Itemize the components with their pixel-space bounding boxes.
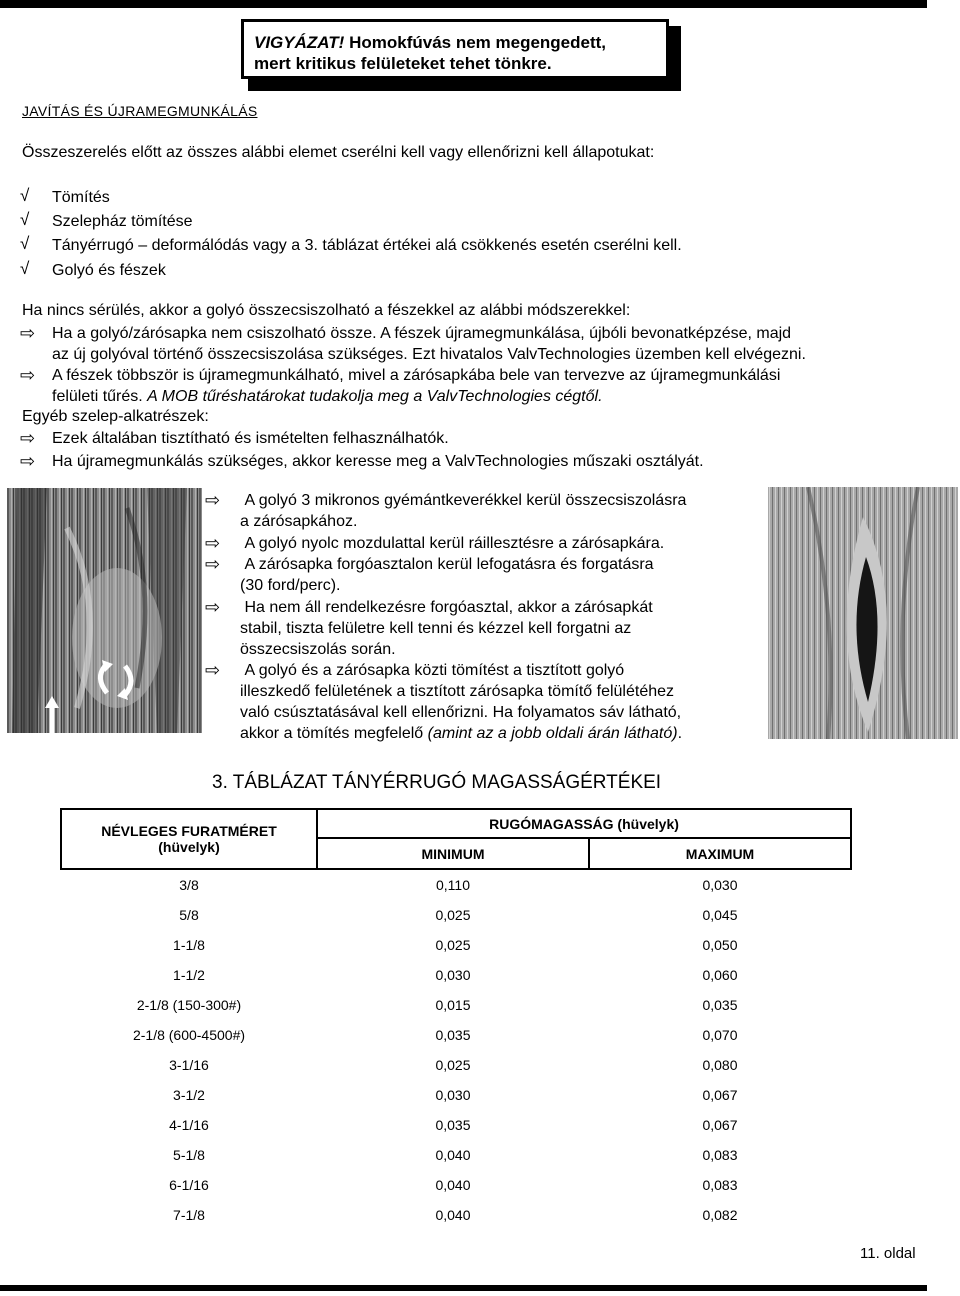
- check-icon: √: [20, 259, 30, 278]
- arrow-icon: ⇨: [205, 533, 221, 553]
- table-row: [61, 930, 851, 960]
- warning-text-line2: mert kritikus felületeket tehet tönkre.: [254, 54, 552, 73]
- bottom-rule: [0, 1285, 927, 1291]
- cell-bore-size: 1-1/8: [173, 937, 205, 953]
- method-1-line2: az új golyóval történő összecsiszolása szükséges. Ezt hivatalos ValvTechnologies üzemben kell elvégezni.: [52, 346, 806, 363]
- table-row: [61, 1080, 851, 1110]
- table-row: [61, 869, 851, 900]
- cell-bore-size: 7-1/8: [173, 1207, 205, 1223]
- cell-minimum: 0,035: [435, 1117, 471, 1133]
- step-5-line4: akkor a tömítés megfelelő (amint az a jobb oldali árán látható).: [240, 725, 683, 742]
- cell-bore-size: 4-1/16: [169, 1117, 209, 1133]
- cell-minimum: 0,025: [435, 937, 471, 953]
- step-4-line2: stabil, tiszta felületre kell tenni és kézzel kell forgatni az: [240, 620, 632, 637]
- arrow-icon: ⇨: [20, 451, 36, 471]
- cell-maximum: 0,083: [702, 1147, 738, 1163]
- cell-minimum: 0,040: [435, 1207, 471, 1223]
- col-header-maximum: MAXIMUM: [589, 838, 851, 869]
- section-title: JAVÍTÁS ÉS ÚJRAMEGMUNKÁLÁS: [22, 103, 258, 119]
- warning-word: VIGYÁZAT!: [254, 33, 345, 52]
- method-2-line2: felületi tűrés. A MOB tűréshatárokat tudakolja meg a ValvTechnologies cégtől.: [52, 388, 603, 405]
- step-2-line1: A golyó nyolc mozdulattal kerül ráillesztésre a zárósapkára.: [244, 535, 665, 552]
- lapping-photo: [7, 488, 202, 733]
- cell-bore-size: 5-1/8: [173, 1147, 205, 1163]
- cell-maximum: 0,082: [702, 1207, 738, 1223]
- check-item: Tömítés: [52, 189, 110, 206]
- cell-bore-size: 3-1/16: [169, 1057, 209, 1073]
- top-rule: [0, 0, 927, 8]
- arrow-icon: ⇨: [20, 365, 36, 385]
- cell-maximum: 0,060: [702, 967, 738, 983]
- arrow-icon: ⇨: [205, 490, 221, 510]
- cell-maximum: 0,080: [702, 1057, 738, 1073]
- table-row: [61, 1050, 851, 1080]
- cell-maximum: 0,067: [702, 1087, 738, 1103]
- check-icon: √: [20, 210, 30, 229]
- cell-maximum: 0,067: [702, 1117, 738, 1133]
- table-row: [61, 900, 851, 930]
- cell-minimum: 0,015: [435, 997, 471, 1013]
- step-5-line2: illeszkedő felületének a tisztított zárósapka tömítő felülétéhez: [240, 683, 675, 700]
- cell-minimum: 0,025: [435, 907, 471, 923]
- arrow-icon: ⇨: [20, 323, 36, 343]
- cell-bore-size: 6-1/16: [169, 1177, 209, 1193]
- warning-text: Homokfúvás nem megengedett,: [344, 33, 607, 52]
- cell-minimum: 0,040: [435, 1177, 471, 1193]
- table-row: [61, 1200, 851, 1230]
- cell-minimum: 0,030: [435, 967, 471, 983]
- table-row: [61, 1170, 851, 1200]
- table-row: [61, 990, 851, 1020]
- table-row: [61, 960, 851, 990]
- cell-bore-size: 3-1/2: [173, 1087, 205, 1103]
- step-3-line1: A zárósapka forgóasztalon kerül lefogatásra és forgatásra: [244, 556, 654, 573]
- lapping-intro: Ha nincs sérülés, akkor a golyó összecsiszolható a fészekkel az alábbi módszerekkel:: [22, 302, 631, 319]
- table-row: [61, 1140, 851, 1170]
- cell-minimum: 0,040: [435, 1147, 471, 1163]
- cell-maximum: 0,083: [702, 1177, 738, 1193]
- other-parts-heading: Egyéb szelep-alkatrészek:: [22, 408, 209, 425]
- table-title: 3. TÁBLÁZAT TÁNYÉRRUGÓ MAGASSÁGÉRTÉKEI: [212, 772, 662, 793]
- other-item-2: Ha újramegmunkálás szükséges, akkor keresse meg a ValvTechnologies műszaki osztályát.: [52, 453, 704, 470]
- step-1-line2: a zárósapkához.: [240, 513, 358, 530]
- arrow-icon: ⇨: [205, 660, 221, 680]
- method-1-line1: Ha a golyó/zárósapka nem csiszolható össze. A fészek újramegmunkálása, újbóli bevonatképzése, majd: [52, 325, 792, 342]
- cell-maximum: 0,035: [702, 997, 738, 1013]
- step-1-line1: A golyó 3 mikronos gyémántkeverékkel kerül összecsiszolásra: [244, 492, 687, 509]
- arrow-icon: ⇨: [205, 597, 221, 617]
- spring-height-table: [60, 808, 852, 1230]
- cell-bore-size: 2-1/8 (600-4500#): [132, 1027, 246, 1043]
- cell-bore-size: 1-1/2: [173, 967, 205, 983]
- check-icon: √: [20, 186, 30, 205]
- table-row: [61, 1020, 851, 1050]
- cell-minimum: 0,030: [435, 1087, 471, 1103]
- table-row: [61, 1110, 851, 1140]
- other-item-1: Ezek általában tisztítható és ismételten felhasználhatók.: [52, 430, 449, 447]
- cell-maximum: 0,045: [702, 907, 738, 923]
- cell-minimum: 0,025: [435, 1057, 471, 1073]
- cell-maximum: 0,030: [702, 877, 738, 893]
- cell-maximum: 0,070: [702, 1027, 738, 1043]
- page-number: 11. oldal: [860, 1245, 916, 1262]
- cell-minimum: 0,110: [436, 877, 470, 893]
- col-header-spring-height: RUGÓMAGASSÁG (hüvelyk): [317, 809, 851, 838]
- check-item: Tányérrugó – deformálódás vagy a 3. táblázat értékei alá csökkenés esetén cserélni kell.: [52, 237, 682, 254]
- cell-bore-size: 3/8: [179, 877, 199, 893]
- check-item: Golyó és fészek: [52, 262, 166, 279]
- step-5-line1: A golyó és a zárósapka közti tömítést a tisztított golyó: [244, 662, 625, 679]
- col-header-bore-size: NÉVLEGES FURATMÉRET (hüvelyk): [61, 809, 317, 869]
- arrow-icon: ⇨: [205, 554, 221, 574]
- warning-box: [241, 19, 669, 79]
- cell-maximum: 0,050: [702, 937, 738, 953]
- step-3-line2: (30 ford/perc).: [240, 577, 341, 594]
- col-header-minimum: MINIMUM: [317, 838, 589, 869]
- cell-bore-size: 2-1/8 (150-300#): [136, 997, 242, 1013]
- cell-bore-size: 5/8: [179, 907, 199, 923]
- arrow-icon: ⇨: [20, 428, 36, 448]
- step-4-line3: összecsiszolás során.: [240, 641, 396, 658]
- check-icon: √: [20, 234, 30, 253]
- cell-minimum: 0,035: [435, 1027, 471, 1043]
- step-5-line3: való csúsztatásával kell ellenőrizni. Ha folyamatos sáv látható,: [240, 704, 682, 721]
- seal-band-photo: [768, 487, 958, 739]
- check-item: Szelepház tömítése: [52, 213, 193, 230]
- step-4-line1: Ha nem áll rendelkezésre forgóasztal, akkor a zárósapkát: [244, 599, 653, 616]
- method-2-line1: A fészek többször is újramegmunkálható, mivel a zárósapkába bele van tervezve az újramegmunkálási: [52, 367, 781, 384]
- intro-text: Összeszerelés előtt az összes alábbi elemet cserélni kell vagy ellenőrizni kell állapotukat:: [22, 144, 655, 161]
